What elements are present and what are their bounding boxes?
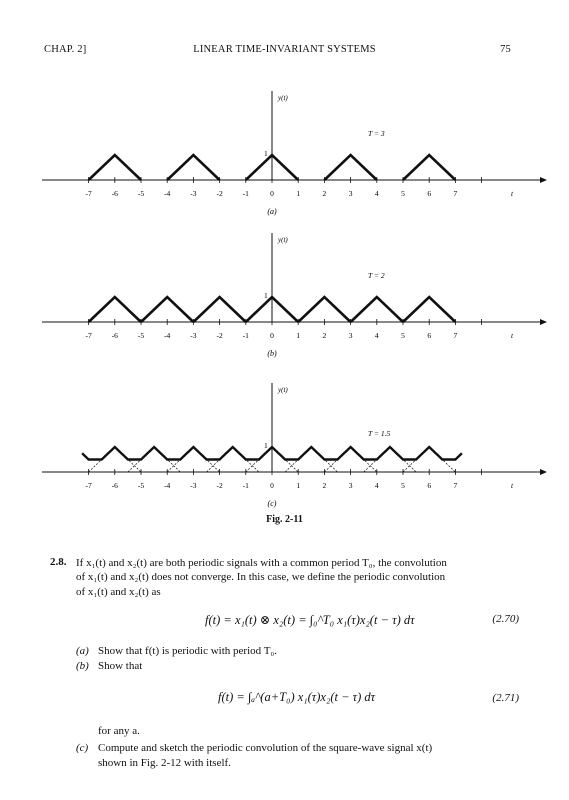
tick-label: 0 — [270, 481, 274, 490]
equation-2-71: f(t) = ∫ₐ^(a+T₀) x₁(τ)x₂(t − τ) dτ — [218, 690, 376, 704]
tick-label: 3 — [348, 481, 353, 490]
period-label: T = 2 — [368, 271, 385, 280]
tick-label: 6 — [427, 189, 432, 198]
figure-label: (c) — [267, 499, 277, 508]
amplitude-label: 1 — [264, 441, 268, 450]
tick-label: 1 — [296, 331, 301, 340]
part-c-cont — [98, 756, 542, 770]
t-axis-arrow — [540, 177, 547, 183]
tick-label: 6 — [427, 331, 432, 340]
period-label: T = 3 — [368, 129, 385, 138]
tick-label: -7 — [85, 331, 92, 340]
part-b-label: (b) — [76, 660, 89, 672]
tick-label: 4 — [374, 331, 379, 340]
tick-label: -2 — [216, 189, 223, 198]
figure-b — [0, 230, 569, 366]
t-axis-arrow — [540, 469, 547, 475]
tick-label: -2 — [216, 331, 223, 340]
tick-label: -1 — [242, 481, 249, 490]
triangle-pulse — [89, 297, 141, 322]
tick-label: -4 — [164, 189, 171, 198]
tick-label: 7 — [453, 481, 458, 490]
figure-c — [0, 380, 569, 516]
t-axis-label: t — [511, 331, 514, 340]
page-number: 75 — [500, 44, 511, 55]
amplitude-label: 1 — [264, 149, 268, 158]
problem-line-2: of x₁(t) and x₂(t) does not converge. In this case, we define the periodic convolution — [76, 571, 446, 584]
figure-a — [0, 88, 569, 224]
tick-label: 6 — [427, 481, 432, 490]
tick-label: 0 — [270, 189, 274, 198]
tick-label: 4 — [374, 481, 379, 490]
part-c-text-2: shown in Fig. 2-12 with itself. — [98, 757, 231, 769]
tick-label: -1 — [242, 331, 249, 340]
tick-label: -6 — [111, 481, 118, 490]
problem-line-1: If x₁(t) and x₂(t) are both periodic signals with a common period T₀, the convolution — [76, 557, 447, 569]
triangle-pulse — [167, 155, 219, 180]
part-c — [76, 741, 520, 755]
tick-label: -4 — [164, 481, 171, 490]
tick-label: 2 — [322, 481, 327, 490]
t-axis-arrow — [540, 319, 547, 325]
tick-label: 2 — [322, 189, 327, 198]
tick-label: -5 — [137, 189, 145, 198]
triangle-pulse — [141, 297, 193, 322]
part-a — [76, 644, 520, 658]
figure-caption: Fig. 2-11 — [266, 514, 303, 525]
tick-label: 3 — [348, 331, 353, 340]
tick-label: 4 — [374, 189, 379, 198]
part-c-text-1: Compute and sketch the periodic convolution of the square-wave signal x(t) — [98, 742, 433, 754]
y-axis-label: y(t) — [278, 386, 288, 394]
problem-intro — [76, 556, 520, 599]
tick-label: -3 — [190, 481, 197, 490]
problem-number: 2.8. — [50, 556, 67, 568]
triangle-pulse — [324, 155, 376, 180]
tick-label: 7 — [453, 331, 458, 340]
tick-label: 5 — [401, 331, 405, 340]
triangle-pulse — [193, 297, 245, 322]
tick-label: 5 — [401, 189, 405, 198]
tick-label: -6 — [111, 331, 118, 340]
amplitude-label: 1 — [264, 291, 268, 300]
tick-label: -3 — [190, 189, 197, 198]
tick-label: 3 — [348, 189, 353, 198]
tick-label: 7 — [453, 189, 458, 198]
tick-label: -2 — [216, 481, 223, 490]
part-b-text: Show that — [98, 660, 143, 672]
tick-label: -4 — [164, 331, 171, 340]
chapter-label: CHAP. 2] — [44, 44, 87, 55]
equation-2-70: f(t) = x₁(t) ⊗ x₂(t) = ∫₀^T₀ x₁(τ)x₂(t − τ) dτ — [205, 613, 415, 627]
tick-label: -6 — [111, 189, 118, 198]
figure-label: (a) — [267, 207, 277, 216]
tick-label: 2 — [322, 331, 327, 340]
t-axis-label: t — [511, 189, 514, 198]
equation-number-2-71: (2.71) — [492, 692, 519, 704]
running-title: LINEAR TIME-INVARIANT SYSTEMS — [193, 44, 376, 55]
part-a-label: (a) — [76, 645, 89, 657]
tick-label: 0 — [270, 331, 274, 340]
part-b — [76, 659, 520, 673]
tick-label: 1 — [296, 189, 301, 198]
t-axis-label: t — [511, 481, 514, 490]
period-label: T = 1.5 — [368, 429, 391, 438]
y-axis-label: y(t) — [278, 236, 288, 244]
tick-label: 5 — [401, 481, 405, 490]
tick-label: -7 — [85, 189, 92, 198]
tick-label: -1 — [242, 189, 249, 198]
triangle-pulse — [403, 297, 455, 322]
tick-label: -5 — [137, 481, 145, 490]
equation-number-2-70: (2.70) — [492, 613, 519, 625]
tick-label: -7 — [85, 481, 92, 490]
part-c-label: (c) — [76, 742, 89, 754]
part-a-text: Show that f(t) is periodic with period T₀. — [98, 645, 277, 657]
triangle-pulse — [403, 155, 455, 180]
triangle-pulse — [351, 297, 403, 322]
y-axis-label: y(t) — [278, 94, 288, 102]
for-any-text: for any a. — [98, 725, 140, 737]
problem-line-3: of x₁(t) and x₂(t) as — [76, 585, 161, 598]
tick-label: -3 — [190, 331, 197, 340]
figure-label: (b) — [267, 349, 277, 358]
triangle-pulse — [298, 297, 350, 322]
tick-label: 1 — [296, 481, 301, 490]
tick-label: -5 — [137, 331, 145, 340]
triangle-pulse — [89, 155, 141, 180]
for-any-a — [98, 724, 542, 738]
